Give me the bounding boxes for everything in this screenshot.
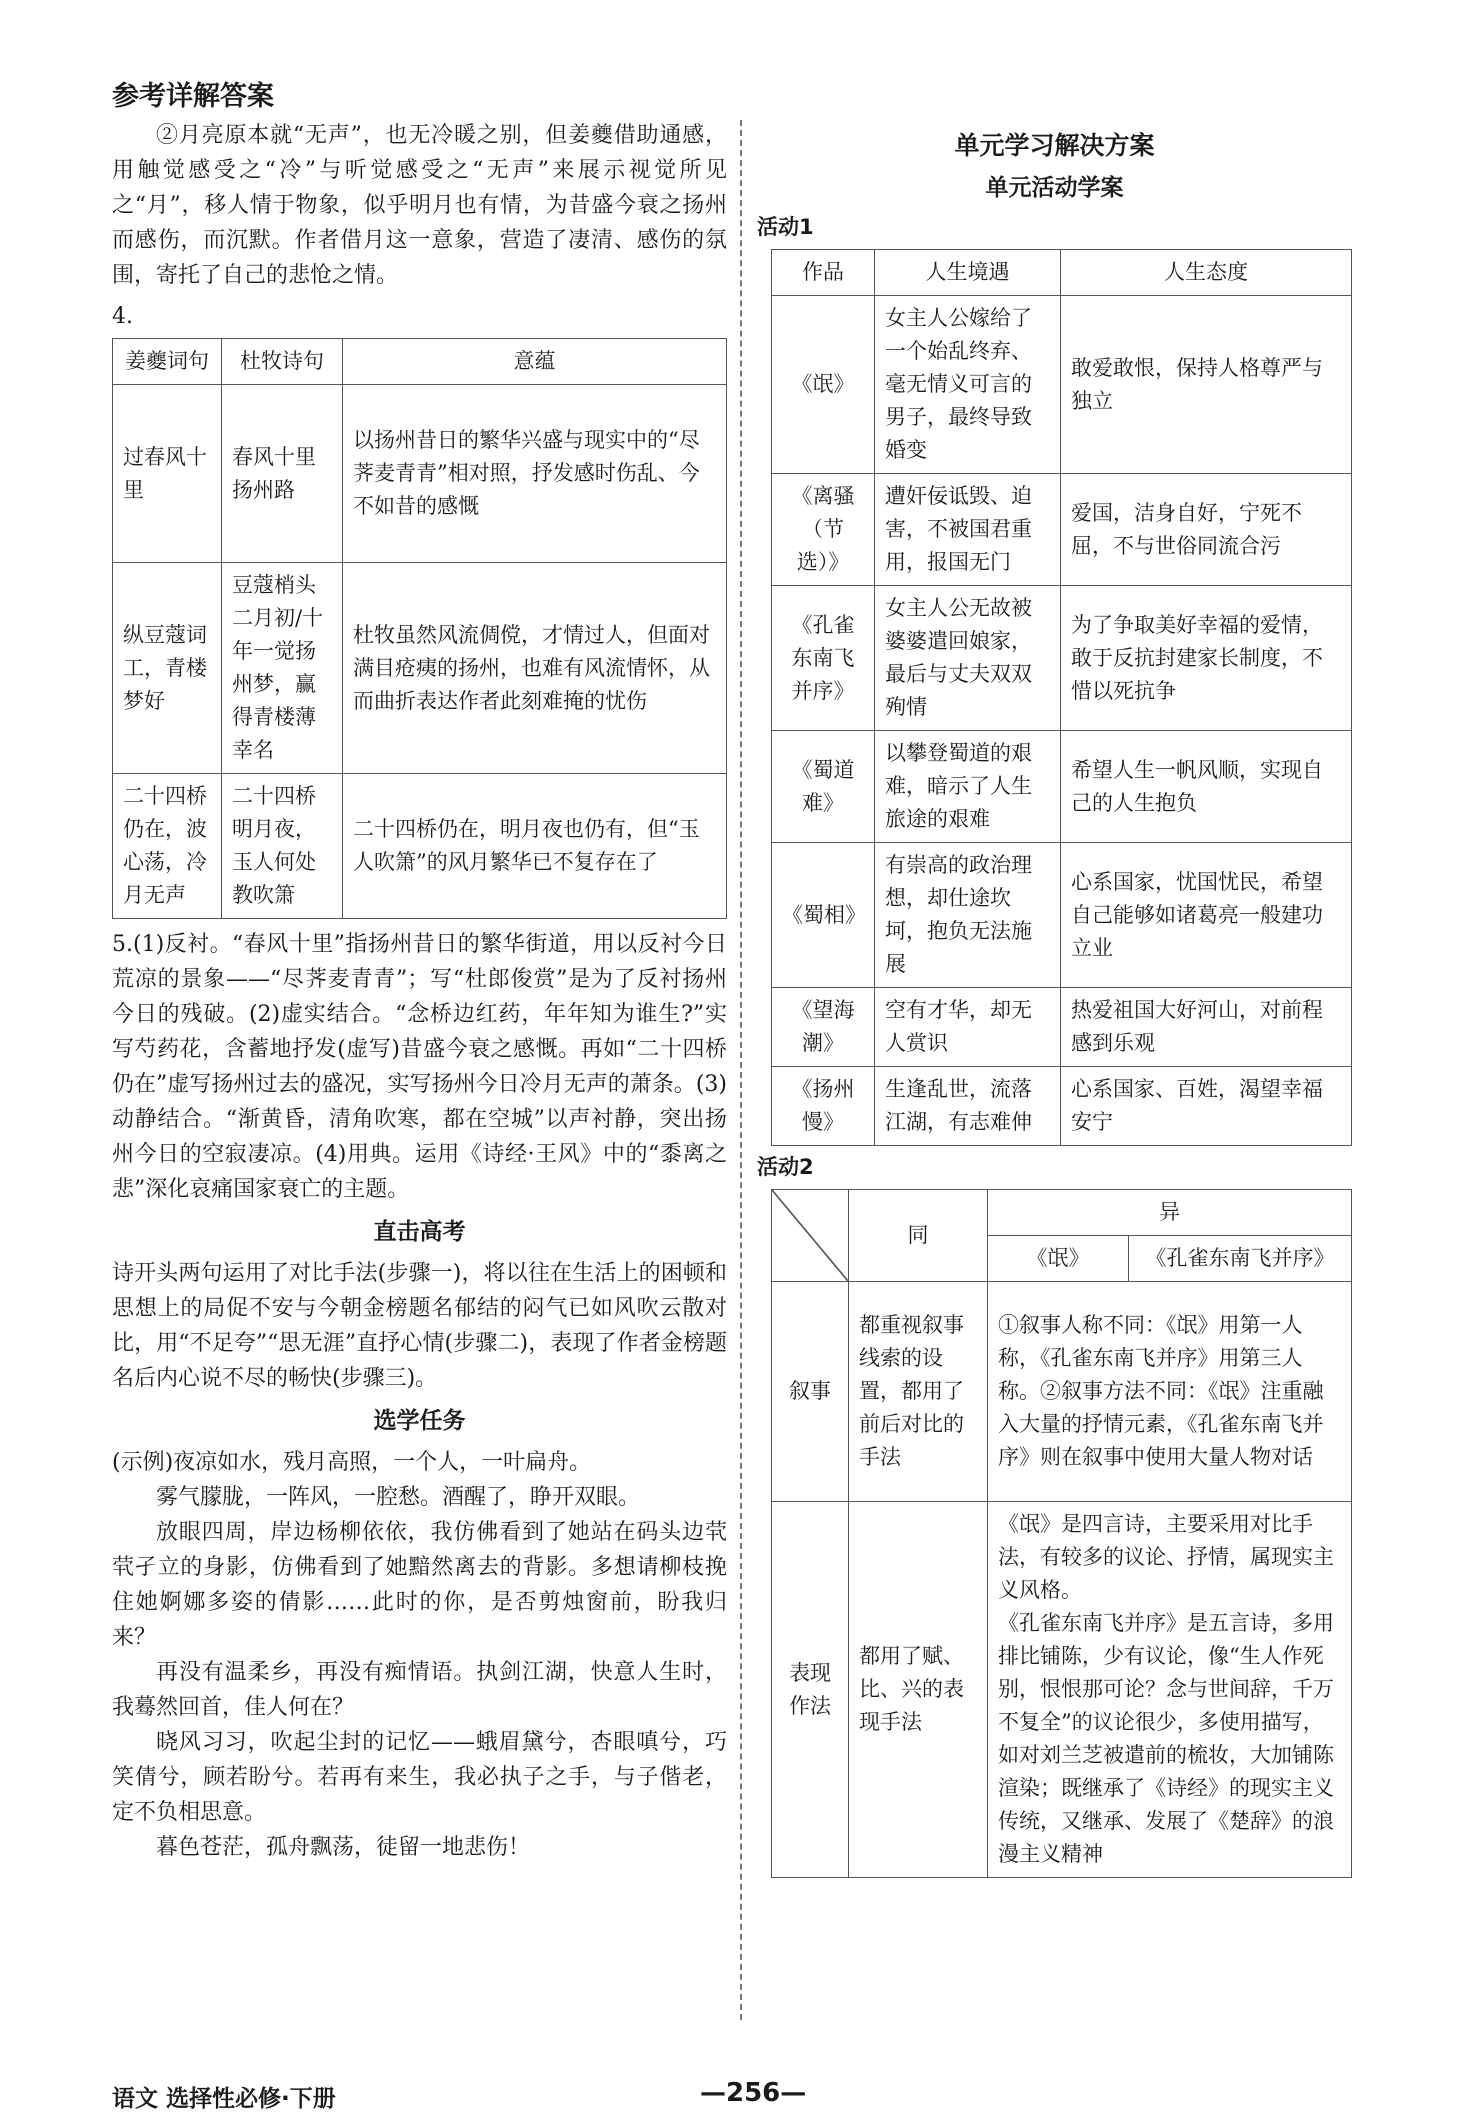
- table-cell: 《扬州慢》: [772, 1067, 875, 1146]
- table-cell: 《蜀道难》: [772, 731, 875, 843]
- footer-subject: 语文 选择性必修·下册: [112, 2086, 336, 2112]
- table-cell: 女主人公无故被婆婆遣回娘家，最后与丈夫双双殉情: [875, 586, 1061, 731]
- table-cell: 过春风十里: [113, 385, 222, 563]
- section-title-task: 选学任务: [373, 1408, 466, 1434]
- table-cell: [988, 1502, 1352, 1878]
- table-cell: 以扬州昔日的繁华兴盛与现实中的“尽荠麦青青”相对照，抒发感时伤乱、今不如昔的感慨: [343, 385, 727, 563]
- table-header: 人生态度: [1061, 250, 1352, 296]
- section-title-gaokao: 直击高考: [373, 1219, 466, 1245]
- table-row-label: 叙事: [772, 1282, 849, 1502]
- table-cell: 以攀登蜀道的艰难，暗示了人生旅途的艰难: [875, 731, 1061, 843]
- table-cell: 《氓》: [772, 296, 875, 474]
- table-cell: ①叙事人称不同：《氓》用第一人称，《孔雀东南飞并序》用第三人称。②叙事方法不同：《氓》注重融入大量的抒情元素，《孔雀东南飞并序》则在叙事中使用大量人物对话: [988, 1282, 1352, 1502]
- table-cell: 《望海潮》: [772, 988, 875, 1067]
- diagonal-line: [772, 1190, 848, 1281]
- table-cell: 敢爱敢恨，保持人格尊严与独立: [1061, 296, 1352, 474]
- table-header-diff: 异: [988, 1190, 1352, 1236]
- table-cell: 生逢乱世，流落江湖，有志难伸: [875, 1067, 1061, 1146]
- table-cell: 空有才华，却无人赏识: [875, 988, 1061, 1067]
- table-cell: 有崇高的政治理想，却仕途坎坷，抱负无法施展: [875, 843, 1061, 988]
- activity-1-table: [771, 249, 1352, 1146]
- table-header: 姜夔词句: [113, 339, 222, 385]
- task-paragraph: (示例)夜凉如水，残月高照，一个人，一叶扁舟。: [112, 1450, 592, 1475]
- table-header: 意蕴: [343, 339, 727, 385]
- task-paragraph: 晓风习习，吹起尘封的记忆——蛾眉黛兮，杏眼嗔兮，巧笑倩兮，顾若盼兮。若再有来生，我必执子之手，与子偕老，定不负相思意。: [112, 1730, 727, 1825]
- table-header-work: 《孔雀东南飞并序》: [1129, 1236, 1352, 1282]
- table-cell: 二十四桥明月夜，玉人何处教吹箫: [222, 774, 343, 919]
- table-header: 人生境遇: [875, 250, 1061, 296]
- task-paragraph: 暮色苍茫，孤舟飘荡，徒留一地悲伤！: [156, 1835, 531, 1860]
- left-column: [112, 118, 727, 1865]
- table-cell: 希望人生一帆风顺，实现自己的人生抱负: [1061, 731, 1352, 843]
- activity-2-label: 活动2: [757, 1155, 814, 1179]
- table-cell: 《离骚（节选）》: [772, 474, 875, 586]
- page-number: —256—: [700, 2078, 807, 2108]
- table-cell: 热爱祖国大好河山，对前程感到乐观: [1061, 988, 1352, 1067]
- table-cell: 心系国家，忧国忧民，希望自己能够如诸葛亮一般建功立业: [1061, 843, 1352, 988]
- activity-1-label: 活动1: [757, 215, 814, 239]
- table-header: 作品: [772, 250, 875, 296]
- table-cell: 为了争取美好幸福的爱情，敢于反抗封建家长制度，不惜以死抗争: [1061, 586, 1352, 731]
- column-divider: [740, 120, 742, 2020]
- right-column: [757, 128, 1352, 1878]
- table-header-work: 《氓》: [988, 1236, 1129, 1282]
- table-header-same: 同: [849, 1190, 988, 1282]
- table-cell: 春风十里扬州路: [222, 385, 343, 563]
- unit-title: 单元学习解决方案: [954, 131, 1155, 160]
- table-header: 杜牧诗句: [222, 339, 343, 385]
- table-cell: 《蜀相》: [772, 843, 875, 988]
- question-4-label: 4.: [112, 304, 133, 329]
- page-header: 参考详解答案: [112, 81, 274, 112]
- answer-4-table: [112, 338, 727, 919]
- diagonal-corner-cell: [772, 1190, 849, 1282]
- table-cell: 二十四桥仍在，明月夜也仍有，但“玉人吹箫”的风月繁华已不复存在了: [343, 774, 727, 919]
- task-paragraph: 放眼四周，岸边杨柳依依，我仿佛看到了她站在码头边茕茕孑立的身影，仿佛看到了她黯然离去的背影。多想请柳枝挽住她婀娜多姿的倩影……此时的你，是否剪烛窗前，盼我归来？: [112, 1520, 727, 1650]
- gaokao-paragraph: 诗开头两句运用了对比手法(步骤一)，将以往在生活上的困顿和思想上的局促不安与今朝金榜题名郁结的闷气已如风吹云散对比，用“不足夸”“思无涯”直抒心情(步骤二)，表现了作者金榜题名后内心说不尽的畅快(步骤三)。: [112, 1261, 727, 1391]
- answer-paragraph-2: ②月亮原本就“无声”，也无冷暖之别，但姜夔借助通感，用触觉感受之“冷”与听觉感受之“无声”来展示视觉所见之“月”，移人情于物象，似乎明月也有情，为昔盛今衰之扬州而感伤，而沉默。作者借月这一意象，营造了凄清、感伤的氛围，寄托了自己的悲怆之情。: [112, 123, 727, 288]
- task-paragraph: 再没有温柔乡，再没有痴情语。执剑江湖，快意人生时，我蓦然回首，佳人何在？: [112, 1660, 727, 1720]
- table-cell: 二十四桥仍在，波心荡，冷月无声: [113, 774, 222, 919]
- table-cell: 爱国，洁身自好，宁死不屈，不与世俗同流合污: [1061, 474, 1352, 586]
- table-cell: 《孔雀东南飞并序》: [772, 586, 875, 731]
- table-cell: 都用了赋、比、兴的表现手法: [849, 1502, 988, 1878]
- table-cell-text: 《孔雀东南飞并序》是五言诗，多用排比铺陈，少有议论，像“生人作死别，恨恨那可论？念与世间辞，千万不复全”的议论很少，多使用描写，如对刘兰芝被遣前的梳妆，大加铺陈渲染；既继承了《诗经》的现实主义传统，又继承、发展了《楚辞》的浪漫主义精神: [998, 1611, 1334, 1866]
- table-cell: 杜牧虽然风流倜傥，才情过人，但面对满目疮痍的扬州，也难有风流情怀，从而曲折表达作者此刻难掩的忧伤: [343, 563, 727, 774]
- table-cell: 心系国家、百姓，渴望幸福安宁: [1061, 1067, 1352, 1146]
- table-row-label: 表现作法: [772, 1502, 849, 1878]
- unit-subtitle: 单元活动学案: [985, 175, 1124, 201]
- table-cell: 豆蔻梢头二月初/十年一觉扬州梦，赢得青楼薄幸名: [222, 563, 343, 774]
- table-cell: 遭奸佞诋毁、迫害，不被国君重用，报国无门: [875, 474, 1061, 586]
- task-paragraph: 雾气朦胧，一阵风，一腔愁。酒醒了，睁开双眼。: [156, 1485, 641, 1510]
- activity-2-table: [771, 1189, 1352, 1878]
- table-cell: 纵豆蔻词工，青楼梦好: [113, 563, 222, 774]
- table-cell: 都重视叙事线索的设置，都用了前后对比的手法: [849, 1282, 988, 1502]
- answer-paragraph-5: 5.(1)反衬。“春风十里”指扬州昔日的繁华街道，用以反衬今日荒凉的景象——“尽荠麦青青”；写“杜郎俊赏”是为了反衬扬州今日的残破。(2)虚实结合。“念桥边红药，年年知为谁生?”实写芍药花，含蓄地抒发(虚写)昔盛今衰之感慨。再如“二十四桥仍在”虚写扬州过去的盛况，实写扬州今日冷月无声的萧条。(3)动静结合。“渐黄昏，清角吹寒，都在空城”以声衬静，突出扬州今日的空寂凄凉。(4)用典。运用《诗经·王风》中的“黍离之悲”深化哀痛国家衰亡的主题。: [112, 932, 727, 1202]
- table-cell-text: 《氓》是四言诗，主要采用对比手法，有较多的议论、抒情，属现实主义风格。: [998, 1512, 1334, 1602]
- table-cell: 女主人公嫁给了一个始乱终弃、毫无情义可言的男子，最终导致婚变: [875, 296, 1061, 474]
